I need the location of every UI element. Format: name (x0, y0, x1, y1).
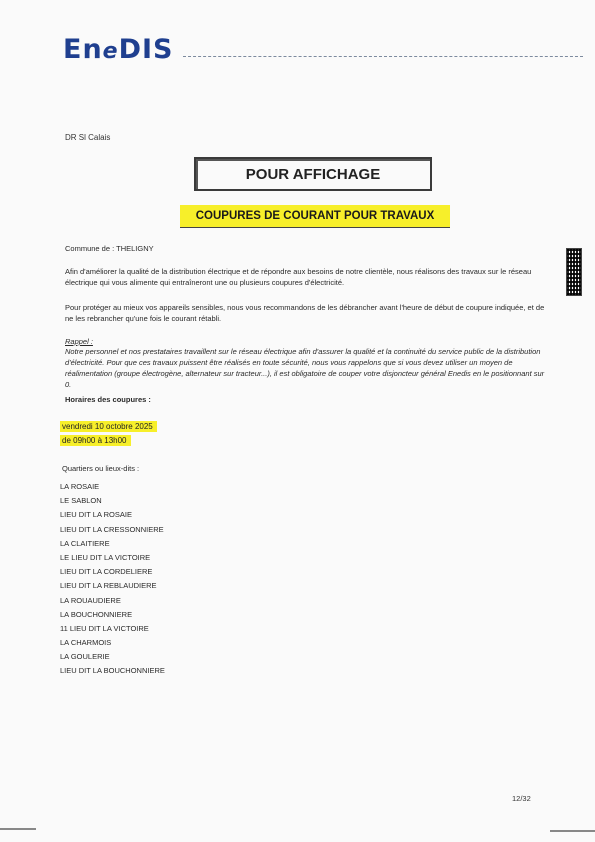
quartiers-title: Quartiers ou lieux-dits : (62, 464, 140, 473)
dr-label: DR Sl Calais (65, 133, 111, 142)
datamatrix-code (566, 248, 582, 296)
affichage-title: POUR AFFICHAGE (245, 165, 381, 183)
header-rule (183, 56, 583, 57)
quartiers-list (60, 480, 165, 679)
list-item: LA CHARMOIS (60, 638, 112, 648)
scan-edge-mark (0, 828, 36, 830)
list-item: LIEU DIT LA CORDELIERE (60, 567, 153, 577)
list-item: LA ROSAIE (60, 482, 100, 491)
horaires-title: Horaires des coupures : (65, 395, 151, 404)
list-item: LIEU DIT LA BOUCHONNIERE (60, 666, 165, 676)
list-item: LA CLAITIERE (60, 538, 110, 548)
rappel-paragraph: Notre personnel et nos prestataires travaillent sur le réseau électrique afin d'assurer la qualité et la continuité du service public de la distribution d'électricité. Pour que ces travaux puissent être réalisés en toute sécurité, nous vous rappelons que si vous devez utiliser un moyen de réalimentation (groupe électrogène, alternateur sur tracteur...), il est obligatoire de couper votre disjoncteur général Enedis en le positionnant sur 0. (65, 347, 545, 389)
protection-paragraph: Pour protéger au mieux vos appareils sensibles, nous vous recommandons de les débrancher avant l'heure de début de coupure indiquée, et de ne les rebrancher qu'une fois le courant rétabli. (65, 303, 545, 323)
page-number: 12/32 (512, 794, 531, 803)
coupure-date: vendredi 10 octobre 2025 (60, 421, 157, 432)
list-item: LA GOULERIE (60, 652, 110, 662)
list-item: 11 LIEU DIT LA VICTOIRE (60, 623, 149, 633)
list-item: LE SABLON (60, 496, 102, 506)
list-item: LA BOUCHONNIERE (60, 609, 133, 619)
coupure-time: de 09h00 à 13h00 (60, 435, 131, 446)
list-item: LIEU DIT LA CRESSONNIERE (60, 524, 164, 534)
list-item: LA ROUAUDIERE (60, 595, 121, 605)
list-item: LIEU DIT LA REBLAUDIERE (60, 581, 157, 591)
intro-paragraph: Afin d'améliorer la qualité de la distribution électrique et de répondre aux besoins de notre clientèle, nous réalisons des travaux sur le réseau électrique qui vous alimente qui entraîneront une ou plusieurs coupures d'électricité. (65, 267, 532, 287)
scan-edge-mark (550, 830, 595, 832)
rappel-title: Rappel : (65, 337, 93, 346)
affichage-title-box (194, 157, 432, 191)
list-item: LIEU DIT LA ROSAIE (60, 510, 132, 520)
enedis-logo: EneDIS (63, 34, 174, 65)
commune-line: Commune de : THELIGNY (65, 244, 154, 253)
coupures-title: COUPURES DE COURANT POUR TRAVAUX (195, 210, 435, 222)
coupures-title-banner (180, 205, 450, 228)
list-item: LE LIEU DIT LA VICTOIRE (60, 552, 151, 562)
